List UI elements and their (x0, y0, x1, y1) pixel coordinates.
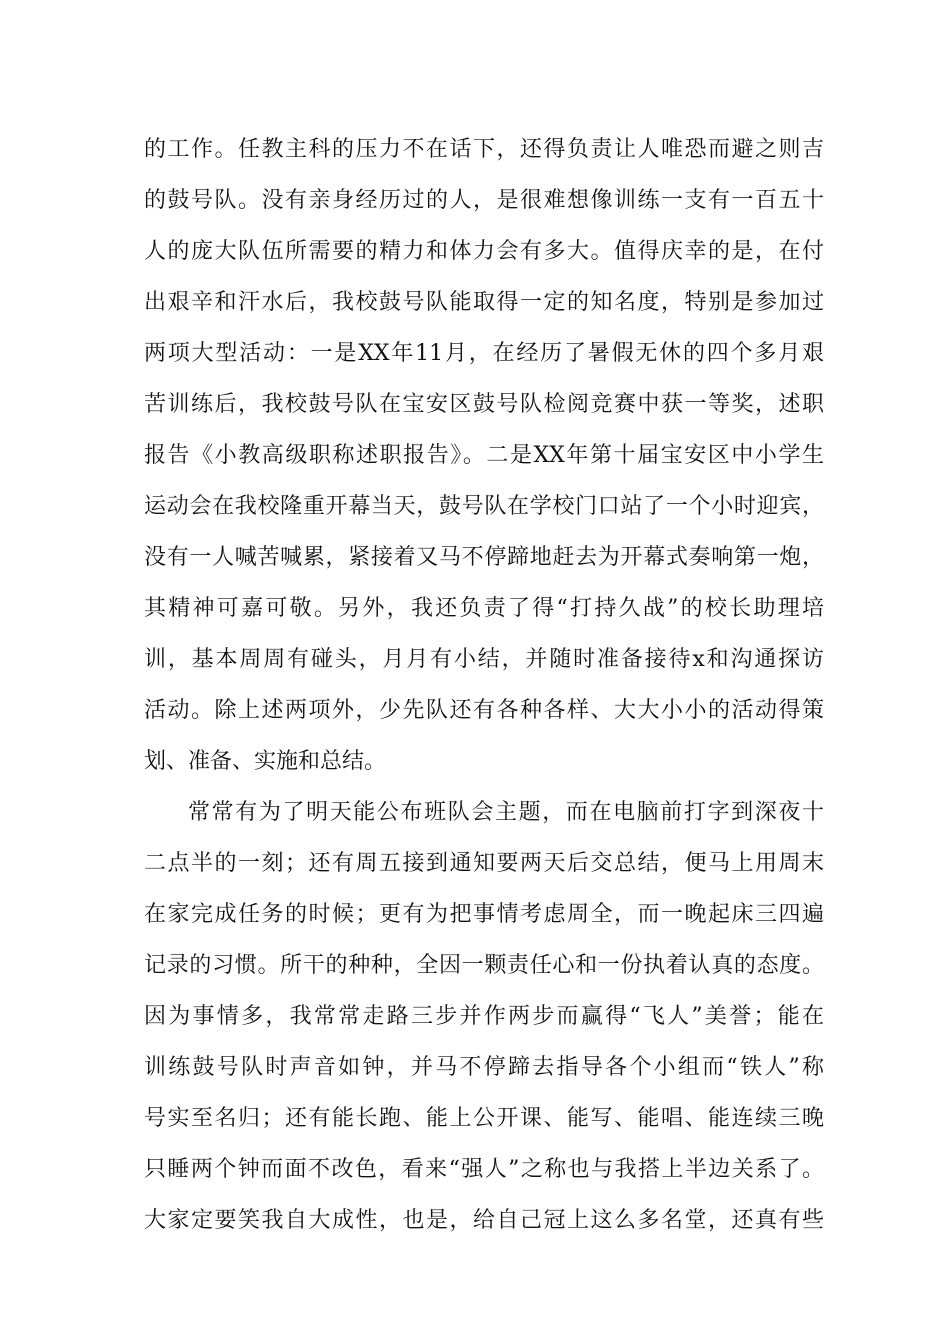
text-line: 苦训练后，我校鼓号队在宝安区鼓号队检阅竞赛中获一等奖，述职 (144, 392, 824, 417)
text-line: 运动会在我校隆重开幕当天，鼓号队在学校门口站了一个小时迎宾， (144, 494, 824, 519)
text-line: 训，基本周周有碰头，月月有小结，并随时准备接待x和沟通探访 (144, 647, 824, 672)
text-line: 记录的习惯。所干的种种，全因一颗责任心和一份执着认真的态度。 (144, 953, 824, 978)
text-line: 其精神可嘉可敬。另外，我还负责了得“打持久战”的校长助理培 (144, 596, 824, 621)
text-line: 人的庞大队伍所需要的精力和体力会有多大。值得庆幸的是，在付 (144, 239, 824, 264)
text-line: 常常有为了明天能公布班队会主题，而在电脑前打字到深夜十 (188, 800, 824, 825)
text-line: 二点半的一刻；还有周五接到通知要两天后交总结，便马上用周末 (144, 851, 824, 876)
text-line: 活动。除上述两项外，少先队还有各种各样、大大小小的活动得策 (144, 698, 824, 723)
text-line: 报告《小教高级职称述职报告》。二是XX年第十届宝安区中小学生 (144, 443, 824, 468)
text-line: 两项大型活动：一是XX年11月，在经历了暑假无休的四个多月艰 (144, 341, 824, 366)
text-line: 只睡两个钟而面不改色，看来“强人”之称也与我搭上半边关系了。 (144, 1157, 824, 1182)
text-line: 训练鼓号队时声音如钟，并马不停蹄去指导各个小组而“铁人”称 (144, 1055, 824, 1080)
text-line: 号实至名归；还有能长跑、能上公开课、能写、能唱、能连续三晚 (144, 1106, 824, 1131)
text-line: 因为事情多，我常常走路三步并作两步而赢得“飞人”美誉；能在 (144, 1004, 824, 1029)
paragraph-1 (144, 124, 824, 787)
document-body (144, 124, 824, 1246)
text-line: 在家完成任务的时候；更有为把事情考虑周全，而一晚起床三四遍 (144, 902, 824, 927)
text-line: 的鼓号队。没有亲身经历过的人，是很难想像训练一支有一百五十 (144, 188, 824, 213)
text-line: 出艰辛和汗水后，我校鼓号队能取得一定的知名度，特别是参加过 (144, 290, 824, 315)
text-line: 划、准备、实施和总结。 (144, 749, 387, 774)
text-line: 的工作。任教主科的压力不在话下，还得负责让人唯恐而避之则吉 (144, 137, 824, 162)
paragraph-2 (144, 787, 824, 1246)
text-line: 没有一人喊苦喊累，紧接着又马不停蹄地赶去为开幕式奏响第一炮， (144, 545, 824, 570)
text-line: 大家定要笑我自大成性，也是，给自己冠上这么多名堂，还真有些 (144, 1208, 824, 1233)
